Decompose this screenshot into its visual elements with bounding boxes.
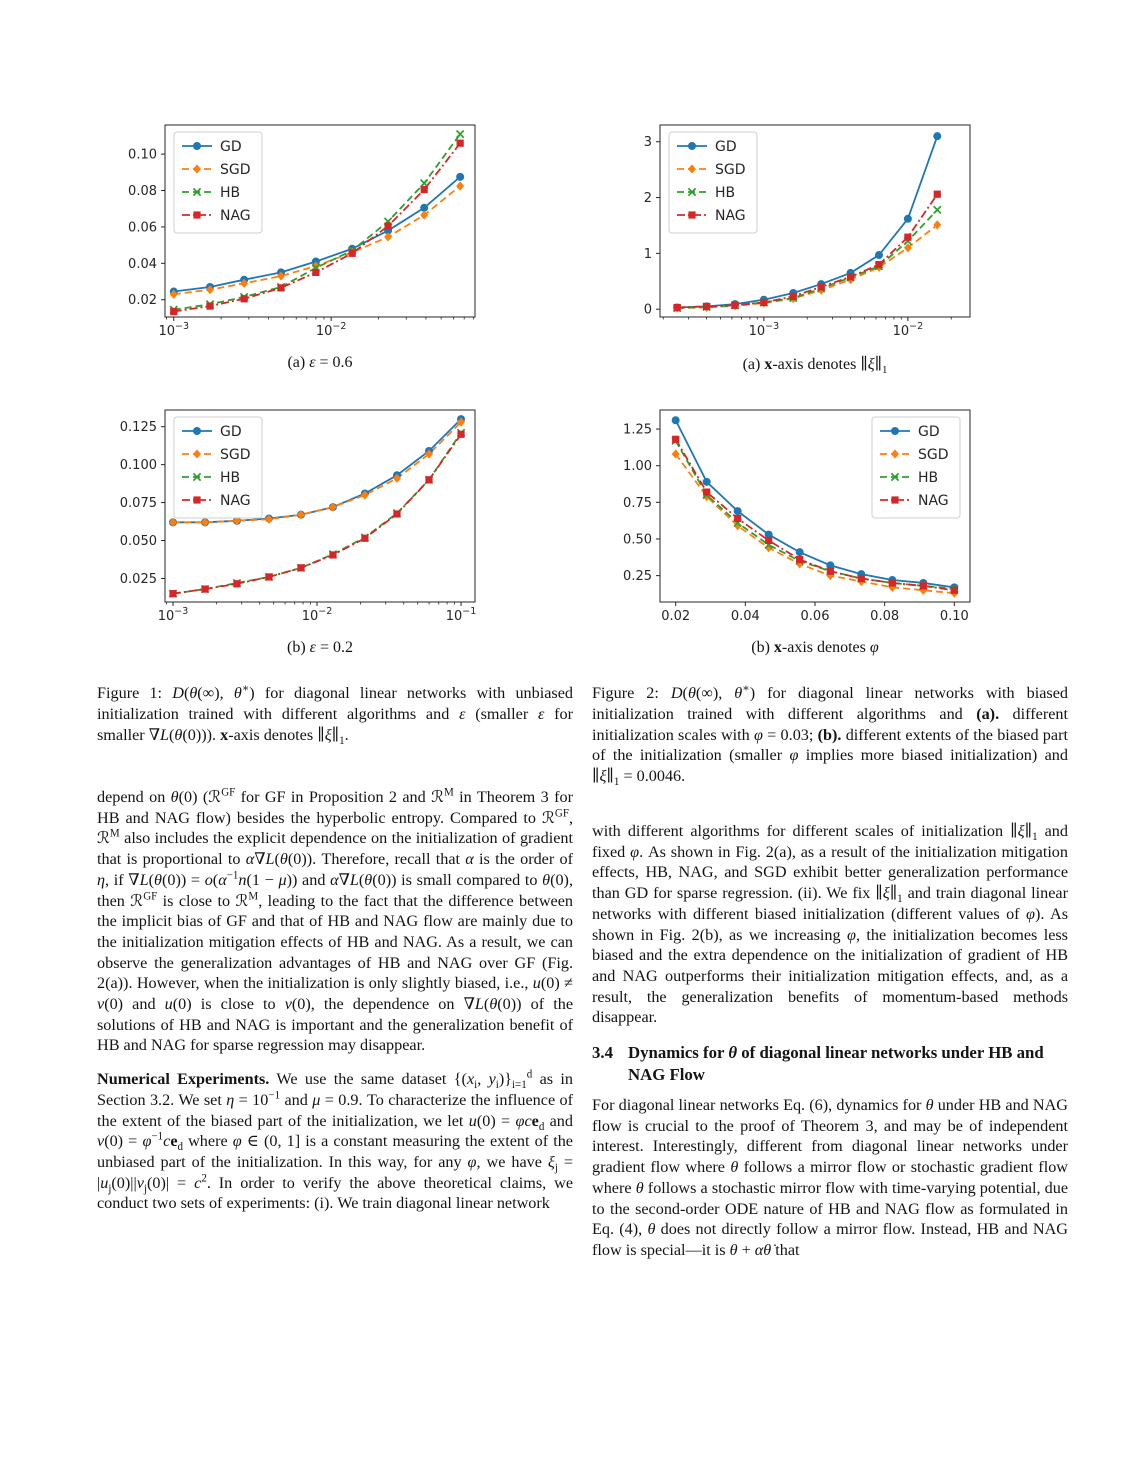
legend-label-sgd: SGD [918,447,949,463]
marker-circle [456,173,464,181]
marker-circle [796,548,804,556]
x-tick-label: $10^{-2}$ [892,321,924,339]
y-tick-label: 0 [643,302,652,318]
legend-label-hb: HB [220,185,241,201]
legend-label-gd: GD [220,139,242,155]
y-tick-label: 0.125 [119,420,157,436]
y-tick-label: 1 [643,246,652,262]
marker-circle [875,251,883,259]
marker-square [875,261,882,268]
x-tick-label: $10^{-1}$ [445,606,477,624]
section-title: Dynamics for θ of diagonal linear networks under HB and NAG Flow [627,1043,1044,1085]
marker-square [457,140,464,147]
marker-circle [193,142,201,150]
figure-1-caption: Figure 1: D(θ(∞), θ∗) for diagonal linear networks with unbiased initialization trained with different algorithms and ε (smaller ε for smaller ∇L(θ(0))). x-axis denotes $\parallel\xi\parallel_1$. [97,682,573,747]
y-tick-label: 0.50 [623,532,652,548]
marker-square [703,303,710,310]
figure-2b-subcaption: (b) x-axis denotes φ [751,639,879,656]
figure-1a-subcaption: (a) ε = 0.6 [287,354,353,371]
marker-circle [891,427,899,435]
y-tick-label: 0.02 [128,293,157,309]
marker-square [734,515,741,522]
x-tick-label: 0.02 [661,609,691,624]
marker-square [201,585,208,592]
marker-square [674,304,681,311]
marker-circle [672,416,680,424]
right-paragraph-1: with different algorithms for different scales of initialization $\parallel\xi\parallel_1$ and fixed φ. As shown in Fig. 2(a), as a result of the initialization mitigation effects, HB, NAG, and SGD exhibit better generalization performance than GD for sparse regression. (ii). We fix $\parallel\xi\parallel_1$ and train diagonal linear networks with different biased initialization (different values of φ). As shown in Fig. 2(b), as we increasing φ, the initialization becomes less biased and the extra dependence on the initialization of gradient of HB and NAG outperforms their initialization mitigation effects, and, as a result, the generalization benefits of momentum-based methods disappear. [592,822,1069,1027]
x-tick-label: 0.06 [800,609,830,624]
y-tick-label: 0.75 [623,495,652,511]
y-tick-label: 1.00 [623,459,652,475]
marker-square [765,537,772,544]
left-column [97,787,573,1214]
marker-circle [703,478,711,486]
marker-diamond [169,518,177,527]
legend-label-nag: NAG [918,493,949,509]
marker-square [847,273,854,280]
marker-square [277,284,284,291]
right-column [592,821,1068,1261]
legend-label-gd: GD [918,424,940,440]
x-tick-label: $10^{-3}$ [157,606,189,624]
marker-square [265,573,272,580]
marker-circle [688,142,696,150]
marker-square [241,295,248,302]
marker-square [393,510,400,517]
legend-label-nag: NAG [220,493,251,509]
x-tick-label: $10^{-3}$ [158,321,190,339]
marker-diamond [456,181,464,190]
y-tick-label: 1.25 [623,422,652,438]
x-tick-label: 0.04 [730,609,760,624]
marker-square [233,580,240,587]
legend-label-hb: HB [220,470,241,486]
marker-square [297,564,304,571]
legend-label-sgd: SGD [220,162,251,178]
marker-square [421,186,428,193]
x-tick-label: $10^{-2}$ [301,606,333,624]
legend-label-sgd: SGD [220,447,251,463]
marker-circle [193,427,201,435]
marker-square [425,476,432,483]
right-paragraph-2: For diagonal linear networks Eq. (6), dynamics for θ under HB and NAG flow is crucial to the proof of Theorem 3, and may be of independent interest. Interestingly, different from diagonal linear networks under gradient flow where θ follows a mirror flow or stochastic gradient flow where θ follows a stochastic mirror flow with time-varying potential, due to the second-order ODE nature of HB and NAG flow as formulated in Eq. (4), θ does not directly follow a mirror flow. Instead, HB and NAG flow is special—it is θ + αθ̇ that [592,1096,1069,1259]
marker-square [951,587,958,594]
marker-square [312,269,319,276]
marker-square [858,575,865,582]
y-tick-label: 0.25 [623,569,652,585]
legend-label-hb: HB [918,470,939,486]
series-line-sgd [677,225,937,308]
marker-square [703,488,710,495]
figure-2a-chart [598,112,978,347]
marker-diamond [297,510,305,519]
y-tick-label: 0.050 [119,534,157,550]
legend-label-sgd: SGD [715,162,746,178]
figure-1b-subcaption: (b) ε = 0.2 [287,639,353,656]
marker-square [827,568,834,575]
marker-square [891,496,898,503]
figure-1b-chart [103,397,483,632]
section-number: 3.4 [592,1043,613,1063]
marker-square [329,551,336,558]
y-tick-label: 2 [643,191,652,207]
marker-square [384,222,391,229]
marker-square [889,579,896,586]
y-tick-label: 0.075 [119,496,157,512]
marker-square [731,302,738,309]
x-tick-label: 0.10 [939,609,969,624]
marker-diamond [201,518,209,527]
figure-2b-chart [598,397,978,632]
marker-circle [933,132,941,140]
marker-square [349,250,356,257]
marker-square [457,431,464,438]
marker-square [904,234,911,241]
y-tick-label: 0.04 [128,256,157,272]
section-heading-3-4 [592,1042,1068,1086]
marker-square [818,283,825,290]
marker-square [169,590,176,597]
y-tick-label: 0.10 [128,147,157,163]
y-tick-label: 0.06 [128,220,157,236]
figure-1a-chart [103,112,483,347]
marker-square [920,582,927,589]
marker-square [193,496,200,503]
x-tick-label: $10^{-2}$ [315,321,347,339]
marker-square [796,556,803,563]
x-tick-label: 0.08 [870,609,900,624]
marker-square [688,211,695,218]
marker-circle [734,507,742,515]
y-tick-label: 3 [643,135,652,151]
marker-circle [904,215,912,223]
y-tick-label: 0.025 [119,571,157,587]
figure-2-caption: Figure 2: D(θ(∞), θ∗) for diagonal linear networks with biased initialization trained with different algorithms and (a). different initialization scales with φ = 0.03; (b). different extents of the biased part of the initialization (smaller φ implies more biased initialization) and $\parallel\xi\parallel_1 = 0.0046$. [592,682,1068,789]
marker-square [170,308,177,315]
marker-square [934,191,941,198]
legend-label-nag: NAG [715,208,746,224]
y-tick-label: 0.08 [128,184,157,200]
marker-square [790,293,797,300]
marker-square [361,535,368,542]
marker-diamond [329,503,337,512]
y-tick-label: 0.100 [119,458,157,474]
legend-label-gd: GD [220,424,242,440]
marker-diamond [384,232,392,241]
marker-square [206,302,213,309]
marker-square [760,299,767,306]
legend-label-hb: HB [715,185,736,201]
marker-square [193,211,200,218]
figure-2a-subcaption: (a) x-axis denotes $\parallel\xi\parallel_1$ [742,356,888,377]
legend-label-nag: NAG [220,208,251,224]
marker-square [672,436,679,443]
legend-label-gd: GD [715,139,737,155]
x-tick-label: $10^{-3}$ [748,321,780,339]
left-paragraph-2: Numerical Experiments. We use the same dataset {($x_i$, $y_i)\}_{i=1}^d$ as in Section 3.2. We set $\eta = 10^{-1}$ and μ = 0.9. To characterize the influence of the extent of the biased part of the initialization, we let u(0) = φce$_d$ and $v(0) = \varphi^{-1}ce_d$ where φ ∈ (0, 1] is a constant measuring the extent of the unbiased part of the initialization. In this way, for any φ, we have $\xi_j = |u_j(0)||v_j(0)| = c^2$. In order to verify the above theoretical claims, we conduct two sets of experiments: (i). We train diagonal linear network [97,1068,574,1213]
left-paragraph-1: depend on θ(0) (ℛ$^{GF}$ for GF in Proposition 2 and ℛ$^M$ in Theorem 3 for HB and NAG flow) besides the hyperbolic entropy. Compared to ℛ$^{GF}$, ℛ$^M$ also includes the explicit dependence on the initialization of gradient that is proportional to α∇L(θ(0)). Therefore, recall that α is the order of η, if $\nabla L(\theta(0)) = o(\alpha^{-1}n(1 - \mu))$ and α∇L(θ(0)) is small compared to θ(0), then ℛ$^{GF}$ is close to ℛ$^M$, leading to the fact that the difference between the implicit bias of GF and that of HB and NAG flow are mainly due to the initialization mitigation effects of HB and NAG. As a result, we can observe the generalization advantages of HB and NAG over GF (Fig. 2(a)). However, when the initialization is only slightly biased, i.e., u(0) ≠ v(0) and u(0) is close to v(0), the dependence on ∇L(θ(0)) of the solutions of HB and NAG is important and the generalization benefit of HB and NAG for sparse regression may disappear. [97,786,574,1055]
